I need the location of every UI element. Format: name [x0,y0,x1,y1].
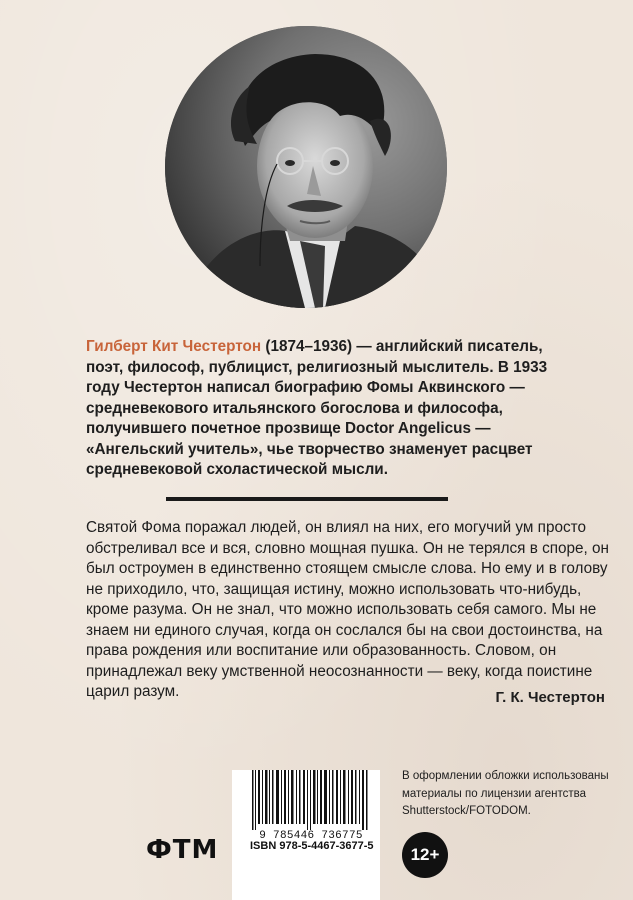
quote-text: Святой Фома поражал людей, он влиял на них, его могучий ум просто обстреливал все и вся, словно мощная пушка. Он не терялся в споре, он был остроумен в единственно стоящем смысле слова. Но ему и в голову не приходило, что, защищая истину, можно использовать что-нибудь, кроме разума. Он не знал, что можно использовать себя самого. Мы не знаем ни единого случая, когда он сослался бы на свои достоинства, на права рождения или воспитание или образованность. Словом, он принадлежал веку умственной неосознанности — веку, когда поистине царил разум. [86,519,609,700]
isbn: ISBN 978-5-4467-3677-5 [250,840,374,852]
quote [86,518,616,703]
author-bio-text: (1874–1936) — английский писатель, поэт, философ, публицист, религиозный мыслитель. В 1933 году Честертон написал биографию Фомы Аквинского — средневекового итальянского богослова и философа, получившего почетное прозвище Doctor Angelicus — «Ангельский учитель», чье творчество знаменует расцвет средневековой схоластической мысли. [86,338,548,478]
author-name: Гилберт Кит Честертон [86,338,262,355]
barcode [252,770,370,830]
author-bio [86,337,556,481]
image-credits: В оформлении обложки использованы материалы по лицензии агентства Shutterstock/FOTODOM. [402,770,609,817]
age-rating-badge [402,832,448,878]
author-portrait [165,26,447,308]
age-rating-text: 12+ [410,845,440,864]
publisher-logo: ФТМ [146,835,219,865]
barcode-number: 9 785446 736775 [259,830,363,842]
divider [166,497,448,501]
quote-author: Г. К. Честертон [495,689,605,706]
barcode-panel [232,770,380,900]
